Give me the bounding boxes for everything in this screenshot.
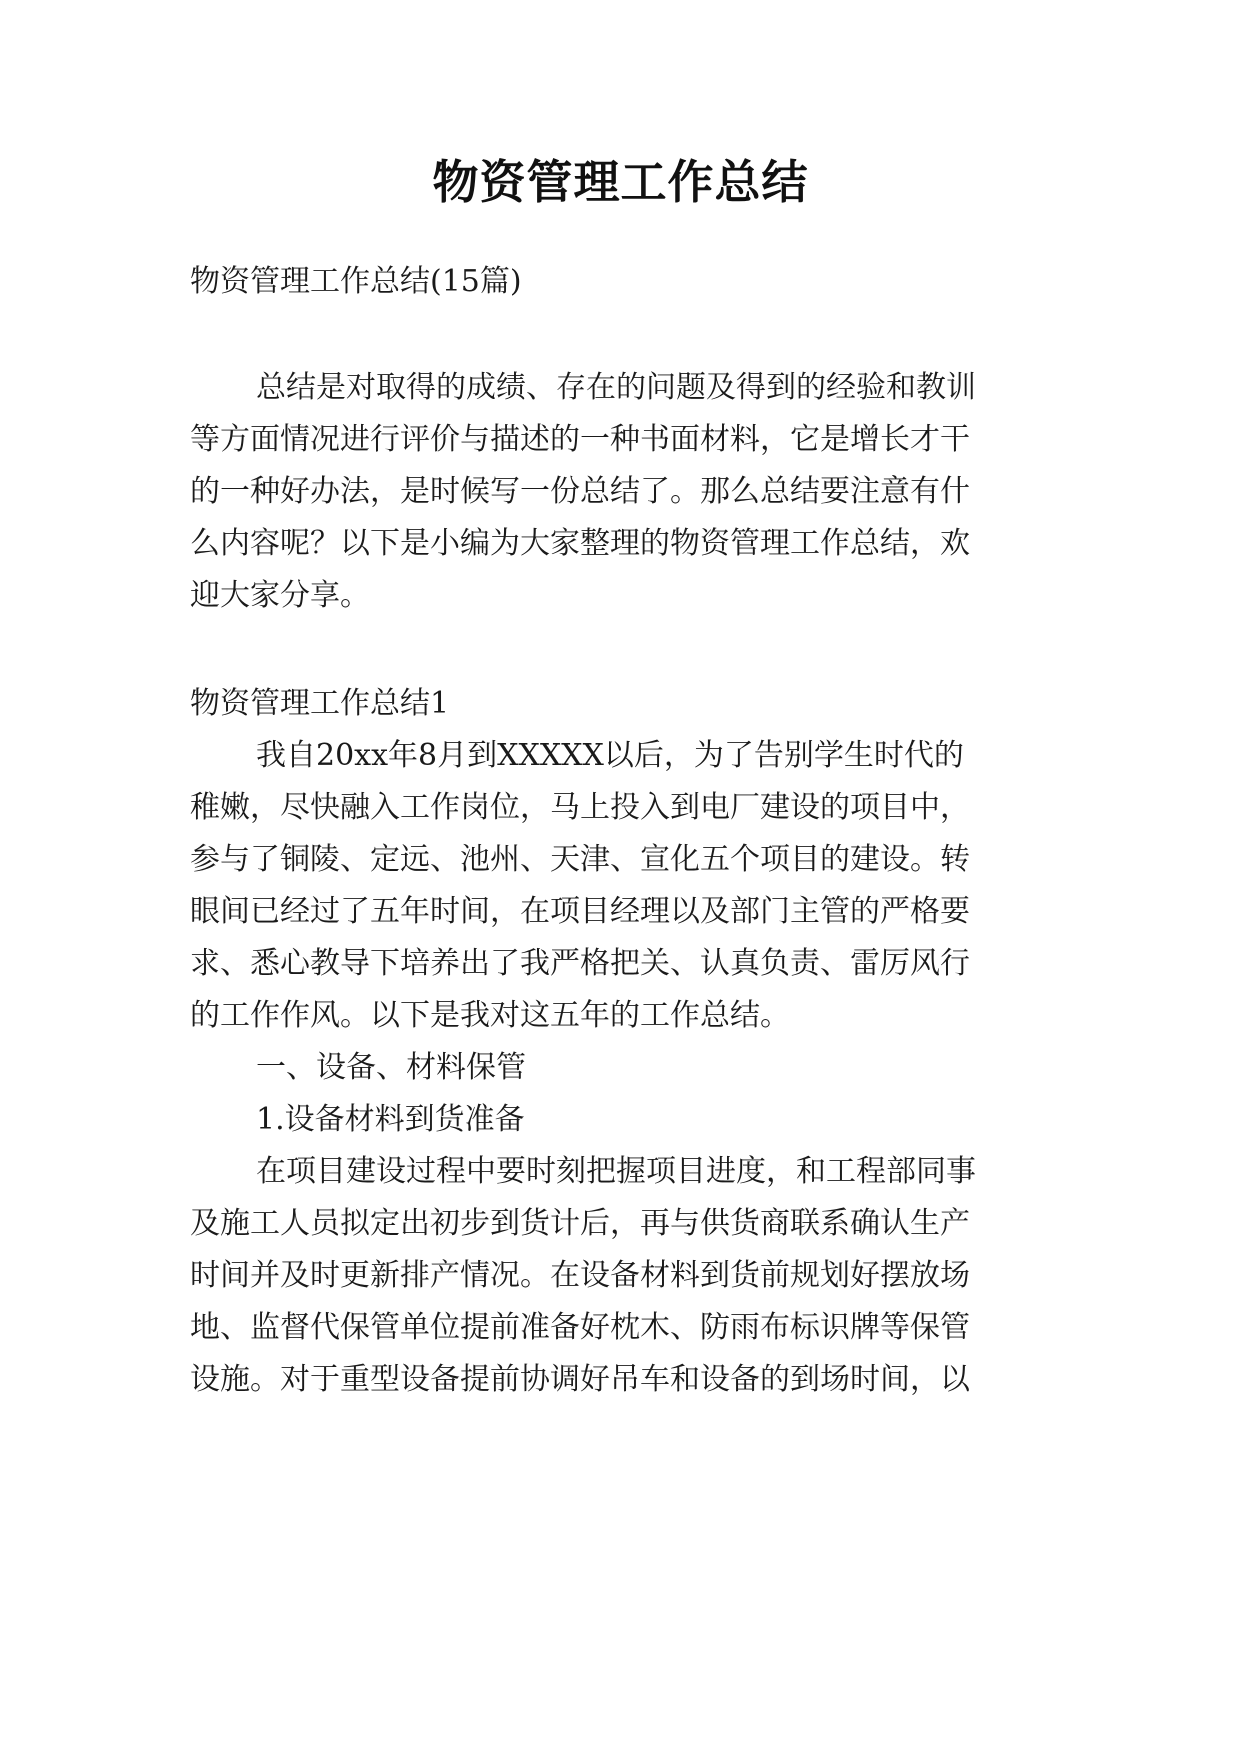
intro-line: 的一种好办法，是时候写一份总结了。那么总结要注意有什	[190, 474, 970, 509]
body-line: 设施。对于重型设备提前协调好吊车和设备的到场时间，以	[190, 1362, 970, 1397]
body-line: 的工作作风。以下是我对这五年的工作总结。	[190, 998, 790, 1033]
body-line: 参与了铜陵、定远、池州、天津、宣化五个项目的建设。转	[190, 842, 970, 877]
section-heading: 物资管理工作总结1	[190, 686, 450, 721]
body-line: 稚嫩，尽快融入工作岗位，马上投入到电厂建设的项目中，	[190, 790, 970, 825]
body-line: 及施工人员拟定出初步到货计后，再与供货商联系确认生产	[190, 1206, 970, 1241]
subheading: 一、设备、材料保管	[256, 1050, 526, 1085]
document-title: 物资管理工作总结	[432, 155, 809, 209]
intro-line: 么内容呢？以下是小编为大家整理的物资管理工作总结，欢	[190, 526, 970, 561]
intro-line: 等方面情况进行评价与描述的一种书面材料，它是增长才干	[190, 422, 970, 457]
intro-line: 迎大家分享。	[190, 578, 370, 613]
body-line: 时间并及时更新排产情况。在设备材料到货前规划好摆放场	[190, 1258, 970, 1293]
body-line: 我自20xx年8月到XXXXX以后，为了告别学生时代的	[256, 738, 964, 773]
body-line: 地、监督代保管单位提前准备好枕木、防雨布标识牌等保管	[190, 1310, 970, 1345]
body-line: 眼间已经过了五年时间，在项目经理以及部门主管的严格要	[190, 894, 970, 929]
body-line: 在项目建设过程中要时刻把握项目进度，和工程部同事	[256, 1154, 976, 1189]
subheading: 1.设备材料到货准备	[256, 1102, 525, 1137]
body-line: 求、悉心教导下培养出了我严格把关、认真负责、雷厉风行	[190, 946, 970, 981]
document-subtitle: 物资管理工作总结(15篇)	[190, 264, 522, 299]
intro-line: 总结是对取得的成绩、存在的问题及得到的经验和教训	[256, 370, 976, 405]
